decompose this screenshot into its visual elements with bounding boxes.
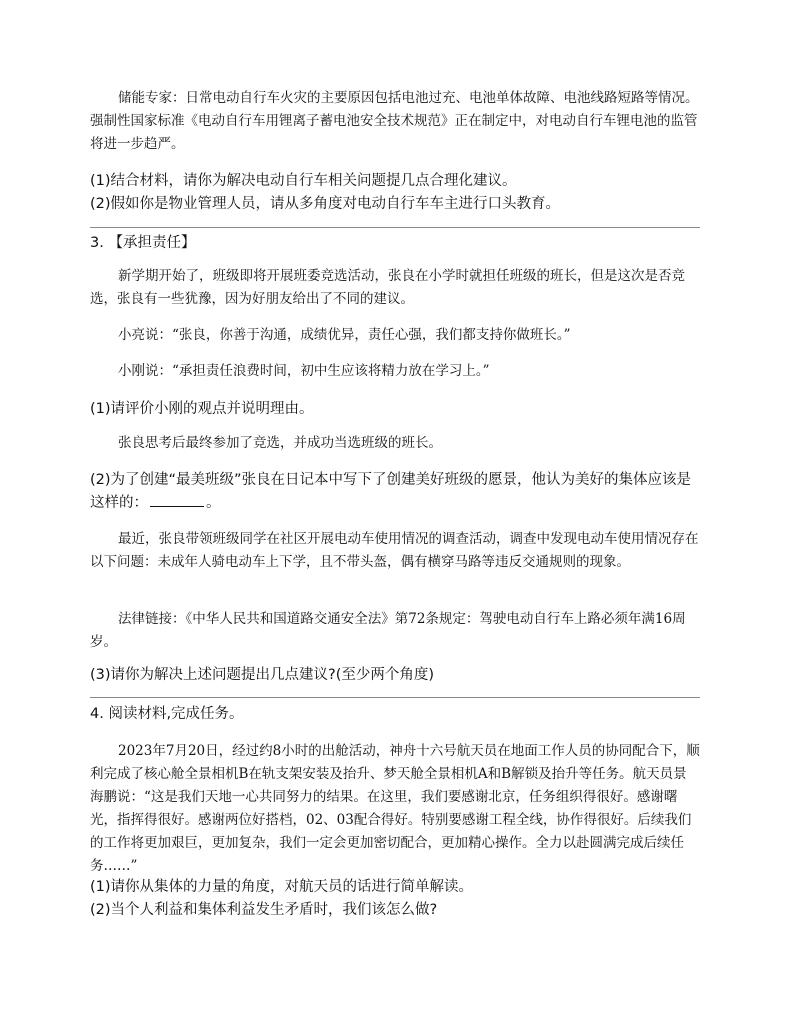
section3-question-1: (1)请评价小刚的观点并说明理由。	[90, 401, 314, 417]
divider	[90, 697, 700, 698]
section3-survey: 最近，张良带领班级同学在社区开展电动车使用情况的调查活动，调查中发现电动车使用情况存在以下问题：未成年人骑电动车上下学，且不带头盔，偶有横穿马路等违反交通规则的现象。	[90, 531, 699, 570]
section3-xiaoliang-quote: 小亮说：“张良，你善于沟通，成绩优异，责任心强，我们都支持你做班长。”	[118, 327, 571, 343]
section3-question-3: (3)请你为解决上述问题提出几点建议?(至少两个角度)	[90, 667, 435, 683]
section3-question-2-end: 。	[206, 495, 221, 511]
section3-question-2	[90, 469, 700, 515]
section2-question-1: (1)结合材料，请你为解决电动自行车相关问题提几点合理化建议。	[90, 173, 517, 189]
answer-blank[interactable]	[150, 492, 204, 507]
section3-xiaogang-quote: 小刚说：“承担责任浪费时间，初中生应该将精力放在学习上。”	[118, 363, 490, 379]
section3-header: 3. 【承担责任】	[90, 235, 196, 251]
section2-material: 储能专家：日常电动自行车火灾的主要原因包括电池过充、电池单体故障、电池线路短路等情况。强制性国家标准《电动自行车用锂离子蓄电池安全技术规范》正在制定中，对电动自行车锂电池的监管将进一步趋严。	[90, 90, 699, 152]
section3-result: 张良思考后最终参加了竞选，并成功当选班级的班长。	[118, 435, 442, 451]
section3-question-2-text: (2)为了创建“最美班级”张良在日记本中写下了创建美好班级的愿景，他认为美好的集体应该是这样的：	[90, 472, 692, 511]
section3-law-link: 法律链接：《中华人民共和国道路交通安全法》第72条规定：驾驶电动自行车上路必须年满16周岁。	[90, 611, 686, 650]
divider	[90, 227, 700, 228]
section4-material: 2023年7月20日，经过约8小时的出舱活动，神舟十六号航天员在地面工作人员的协同配合下，顺利完成了核心舱全景相机B在轨支架安装及抬升、梦天舱全景相机A和B解锁及抬升等任务。航天员景海鹏说：“这是我们天地一心共同努力的结果。在这里，我们要感谢北京，任务组织得很好。感谢曙光，指挥得很好。感谢两位好搭档，02、03配合得好。特别要感谢工程全线，协作得很好。后续我们的工作将更加艰巨，更加复杂，我们一定会更加密切配合，更加精心操作。全力以赴圆满完成后续任务……”	[90, 743, 700, 874]
section4-question-2: (2)当个人利益和集体利益发生矛盾时，我们该怎么做?	[90, 902, 438, 918]
section3-intro: 新学期开始了，班级即将开展班委竞选活动，张良在小学时就担任班级的班长，但是这次是否竞选，张良有一些犹豫，因为好朋友给出了不同的建议。	[90, 268, 685, 307]
section4-question-1: (1)请你从集体的力量的角度，对航天员的话进行简单解读。	[90, 879, 474, 895]
section4-header: 4. 阅读材料,完成任务。	[90, 706, 244, 722]
section2-question-2: (2)假如你是物业管理人员，请从多角度对电动自行车车主进行口头教育。	[90, 196, 561, 212]
